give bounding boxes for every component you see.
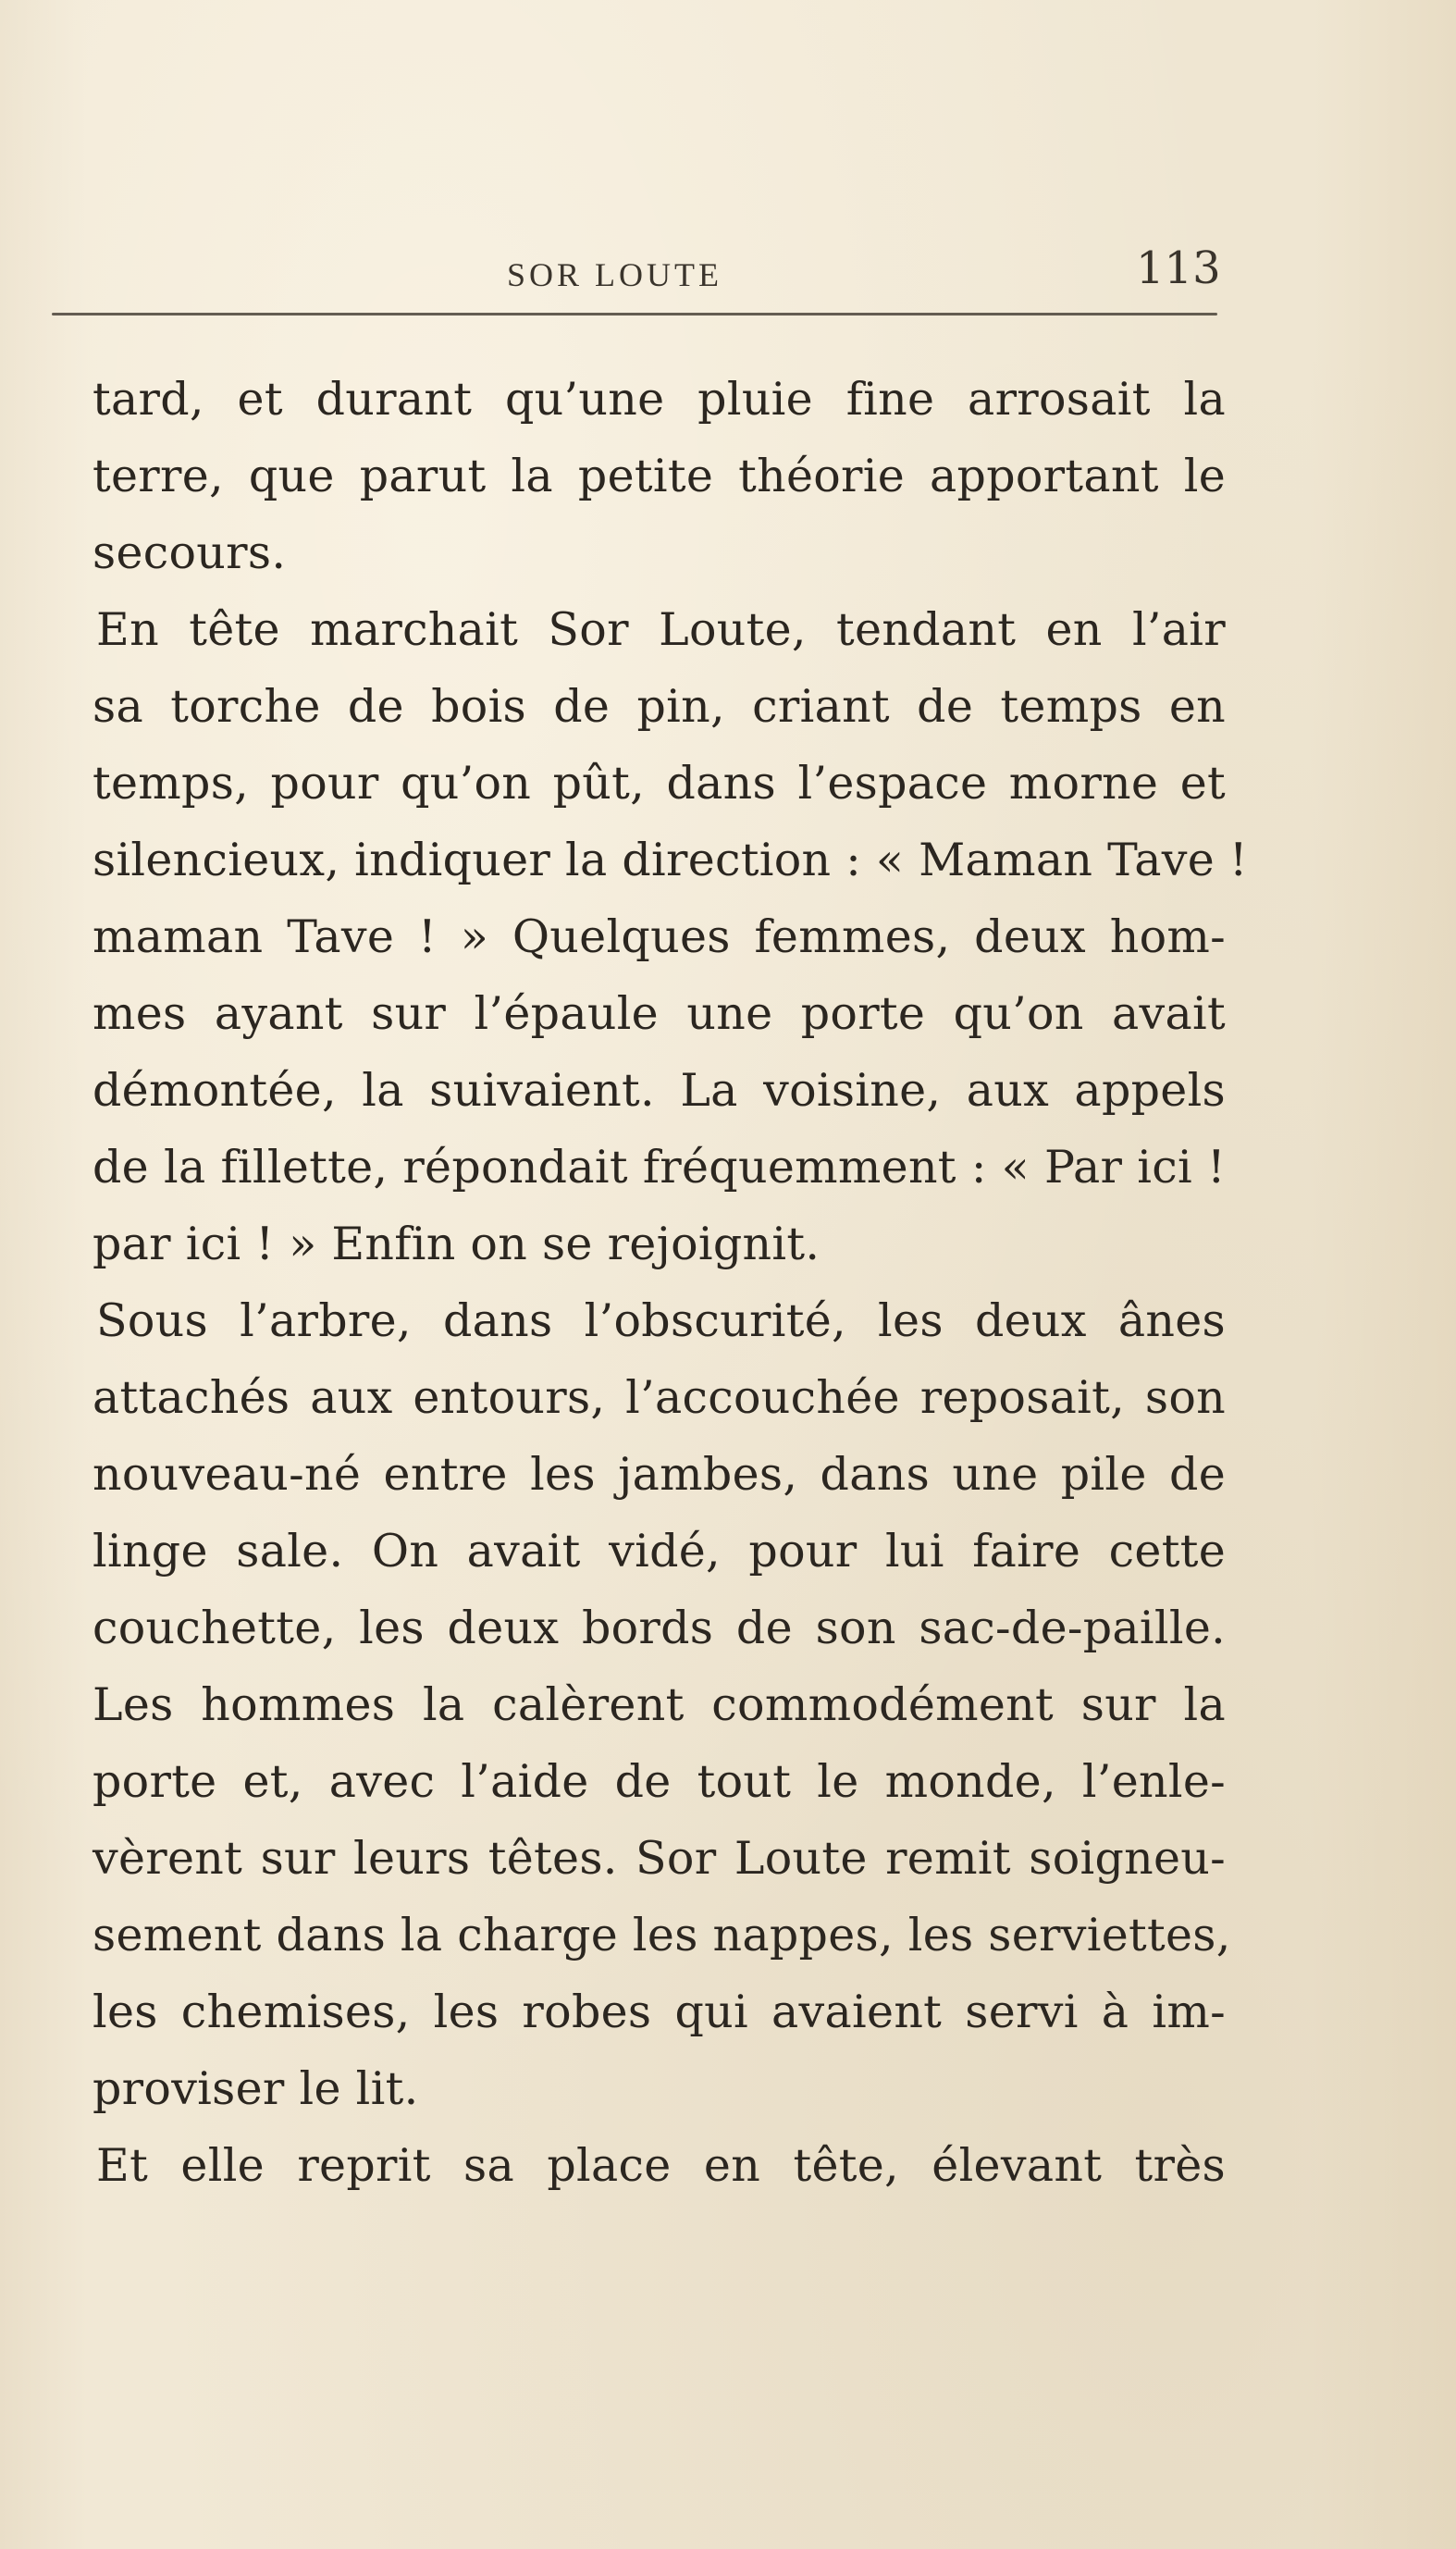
page-number: 113 bbox=[1136, 242, 1221, 294]
text-line: sement dans la charge les nappes, les serviettes, bbox=[93, 1909, 1231, 1961]
text-line: maman Tave ! » Quelques femmes, deux hom- bbox=[93, 910, 1226, 963]
header-rule bbox=[52, 313, 1217, 316]
text-line: sa torche de bois de pin, criant de temps en bbox=[93, 680, 1226, 733]
body-text bbox=[93, 361, 1248, 2204]
text-line: silencieux, indiquer la direction : « Maman Tave ! bbox=[93, 834, 1248, 886]
text-line: En tête marchait Sor Loute, tendant en l’air bbox=[96, 603, 1226, 656]
text-line: attachés aux entours, l’accouchée reposait, son bbox=[93, 1371, 1226, 1424]
text-line: Sous l’arbre, dans l’obscurité, les deux ânes bbox=[96, 1294, 1226, 1347]
text-line: Et elle reprit sa place en tête, élevant très bbox=[96, 2139, 1226, 2192]
text-line: les chemises, les robes qui avaient servi à im- bbox=[93, 1986, 1226, 2038]
text-line: mes ayant sur l’épaule une porte qu’on avait bbox=[93, 987, 1226, 1040]
text-line: temps, pour qu’on pût, dans l’espace morne et bbox=[93, 757, 1226, 810]
text-line: démontée, la suivaient. La voisine, aux appels bbox=[93, 1064, 1226, 1117]
text-line: linge sale. On avait vidé, pour lui faire cette bbox=[93, 1525, 1226, 1578]
text-line: de la fillette, répondait fréquemment : « Par ici ! bbox=[93, 1141, 1226, 1194]
text-line: proviser le lit. bbox=[93, 2062, 419, 2115]
text-line: nouveau-né entre les jambes, dans une pile de bbox=[93, 1448, 1226, 1501]
text-line: tard, et durant qu’une pluie fine arrosait la bbox=[93, 373, 1226, 426]
running-head bbox=[0, 242, 1456, 298]
text-line: par ici ! » Enfin on se rejoignit. bbox=[93, 1218, 821, 1270]
text-line: Les hommes la calèrent commodément sur la bbox=[93, 1678, 1226, 1731]
running-title: SOR LOUTE bbox=[507, 256, 722, 293]
text-line: secours. bbox=[93, 526, 287, 579]
text-line: vèrent sur leurs têtes. Sor Loute remit soigneu- bbox=[93, 1832, 1226, 1885]
text-line: terre, que parut la petite théorie apportant le bbox=[93, 450, 1226, 502]
text-line: porte et, avec l’aide de tout le monde, l’enle- bbox=[93, 1755, 1226, 1808]
text-line: couchette, les deux bords de son sac-de-paille. bbox=[93, 1602, 1226, 1654]
